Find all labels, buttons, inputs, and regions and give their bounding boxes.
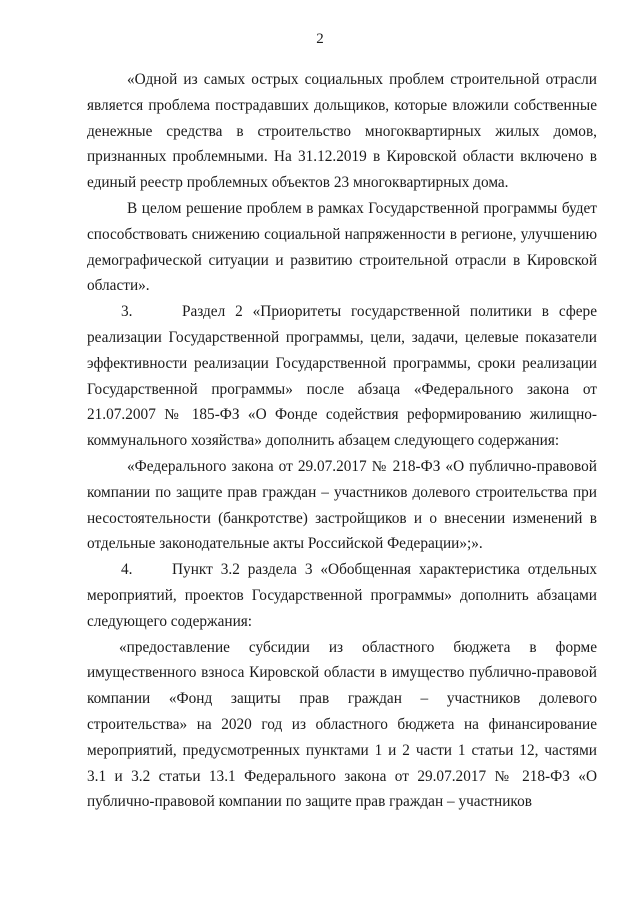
paragraph-subsidy: «предоставление субсидии из областного бюджета в форме имущественного взноса Кировской области в имущество публично-правовой компании «Фонд защиты прав граждан – участников долевого строительства» на 2020 год из областного бюджета на финансирование мероприятий, предусмотренных пунктами 1 и 2 части 1 статьи 12, частями 3.1 и 3.2 статьи 13.1 Федерального закона от 29.07.2017 № 218-ФЗ «О публично-правовой компании по защите прав граждан – участников (87, 638, 597, 811)
page-number: 2 (316, 31, 324, 47)
paragraph-item-3: 3. Раздел 2 «Приоритеты государственной политики в сфере реализации Государственной программы, цели, задачи, целевые показатели эффективности реализации Государственной программы, сроки реализации Государственной программы» после абзаца «Федерального закона от 21.07.2007 № 185-ФЗ «О Фонде содействия реформированию жилищно-коммунального хозяйства» дополнить абзацем следующего содержания: (87, 303, 597, 450)
paragraph-item-4: 4. Пункт 3.2 раздела 3 «Обобщенная характеристика отдельных мероприятий, проектов Государственной программы» дополнить абзацами следующего содержания: (87, 561, 597, 630)
paragraph-problem-shareholders: «Одной из самых острых социальных проблем строительной отрасли является проблема пострадавших дольщиков, которые вложили собственные денежные средства в строительство многоквартирных жилых домов, признанных проблемными. На 31.12.2019 в Кировской области включено в единый реестр проблемных объектов 23 многоквартирных дома. (87, 71, 597, 192)
paragraph-program-solution: В целом решение проблем в рамках Государственной программы будет способствовать снижению социальной напряженности в регионе, улучшению демографической ситуации и развитию строительной отрасли в Кировской области». (87, 199, 597, 295)
document-body (87, 67, 597, 815)
paragraph-federal-law-218: «Федерального закона от 29.07.2017 № 218-ФЗ «О публично-правовой компании по защите прав граждан – участников долевого строительства при несостоятельности (банкротстве) застройщиков и о внесении изменений в отдельные законодательные акты Российской Федерации»;». (87, 457, 597, 553)
